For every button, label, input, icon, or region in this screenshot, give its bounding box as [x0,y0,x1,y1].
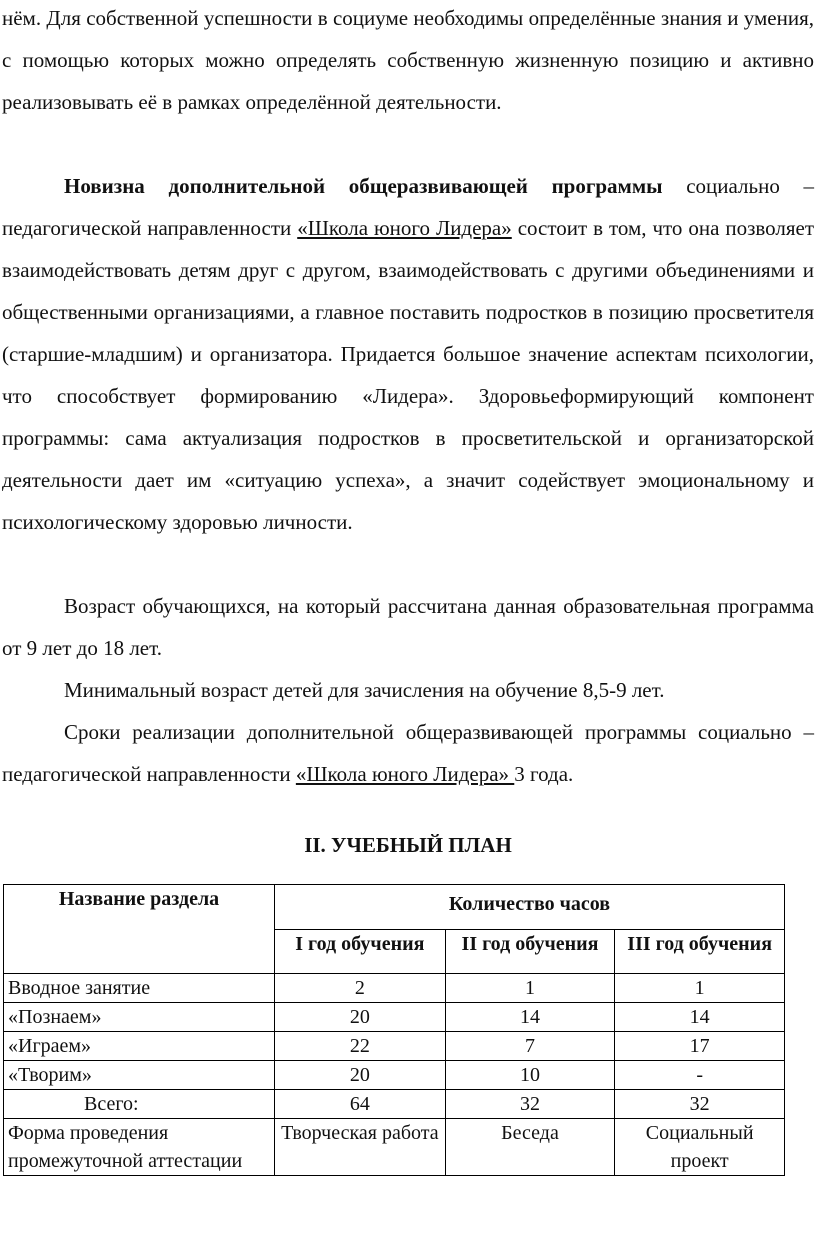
program-name-link: «Школа юного Лидера» [297,216,512,240]
novelty-text-a: социально – педагогической направленности [2,174,814,240]
row-value: 20 [275,1003,446,1032]
row-name: «Играем» [4,1032,275,1061]
table-row [4,1032,785,1061]
row-value: 10 [445,1061,615,1090]
total-label: Всего: [4,1090,275,1119]
header-year-3: III год обучения [615,930,785,974]
row-value: - [615,1061,785,1090]
paragraph-novelty [2,165,814,543]
duration-text-b: 3 года. [514,762,574,786]
curriculum-table [3,884,785,1176]
table-total-row [4,1090,785,1119]
section-heading: II. УЧЕБНЫЙ ПЛАН [304,833,512,857]
row-value: 1 [615,974,785,1003]
form-value: Беседа [445,1119,615,1176]
form-label: Форма проведения промежуточной аттестации [4,1119,275,1176]
table-row [4,1061,785,1090]
total-value: 32 [445,1090,615,1119]
row-name: «Познаем» [4,1003,275,1032]
table-header-row [4,885,785,930]
paragraph-min-age: Минимальный возраст детей для зачисления на обучение 8,5-9 лет. [64,678,665,702]
row-value: 20 [275,1061,446,1090]
novelty-text-b: состоит в том, что она позволяет взаимодействовать детям друг с другом, взаимодействовать с другими объединениями и общественными организациями, а главное поставить подростков в позицию просветителя (старшие-младшим) и организатора. Придается большое значение аспектам психологии, что способствует формированию «Лидера». Здоровьеформирующий компонент программы: сама актуализация подростков в просветительской и организаторской деятельности дает им «ситуацию успеха», а значит содействует эмоциональному и психологическому здоровью личности. [2,216,814,534]
header-year-2: II год обучения [445,930,615,974]
table-row [4,1003,785,1032]
header-section-name: Название раздела [4,885,275,974]
row-value: 2 [275,974,446,1003]
form-value: Социальный проект [615,1119,785,1176]
form-value: Творческая работа [275,1119,446,1176]
program-name-link-2: «Школа юного Лидера» [295,762,515,786]
paragraph-intro: нём. Для собственной успешности в социуме необходимы определённые знания и умения, с помощью которых можно определять собственную жизненную позицию и активно реализовывать её в рамках определённой деятельности. [2,6,814,114]
table-form-row [4,1119,785,1176]
row-name: «Творим» [4,1061,275,1090]
row-value: 14 [445,1003,615,1032]
duration-text-a: Сроки реализации дополнительной общеразвивающей программы социально – педагогической направленности [2,720,814,786]
table-row [4,974,785,1003]
row-value: 1 [445,974,615,1003]
total-value: 64 [275,1090,446,1119]
header-hours: Количество часов [275,885,785,930]
row-value: 22 [275,1032,446,1061]
total-value: 32 [615,1090,785,1119]
row-value: 17 [615,1032,785,1061]
header-year-1: I год обучения [275,930,446,974]
row-value: 14 [615,1003,785,1032]
row-name: Вводное занятие [4,974,275,1003]
novelty-term: Новизна дополнительной общеразвивающей программы [64,174,663,198]
paragraph-age: Возраст обучающихся, на который рассчитана данная образовательная программа от 9 лет до 18 лет. [2,594,814,660]
row-value: 7 [445,1032,615,1061]
paragraph-duration [2,711,814,795]
